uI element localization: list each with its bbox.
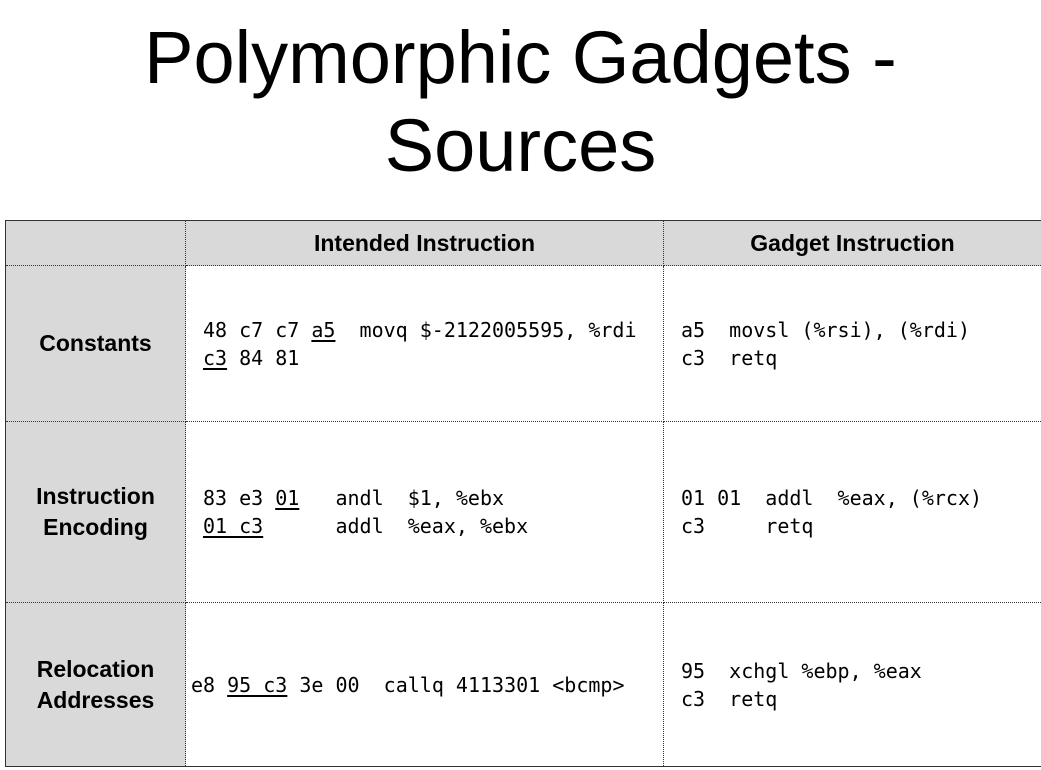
gadget-instruction-cell [664,266,1041,422]
row-label-line: Relocation [36,655,155,682]
intended-instruction-cell [186,266,664,422]
gadget-instruction-cell [664,422,1041,603]
row-label-line: Encoding [43,514,148,540]
intended-instruction-cell [186,603,664,767]
code-line: 95 xchgl %ebp, %eax [681,658,922,683]
row-label-line: Instruction [36,483,155,509]
table-row [6,266,1041,422]
gadget-instruction-cell [664,603,1041,767]
highlighted-bytes: a5 [311,317,336,342]
table-row [6,603,1041,767]
highlighted-bytes: 01 c3 [203,514,264,538]
slide-title-line-2: Sources [384,104,657,187]
header-gadget-instruction: Gadget Instruction [664,221,1041,266]
code-line [186,316,663,344]
code-asm: movq $-2122005595, %rdi [335,317,637,342]
code-line [186,344,663,372]
code-asm: addl %eax, %ebx [263,514,529,538]
code-line [186,512,663,540]
code-bytes: 84 81 [227,345,300,370]
code-line: c3 retq [681,514,814,538]
row-label-line: Addresses [36,686,155,713]
row-label-relocation-addresses [6,603,186,767]
highlighted-bytes: 01 [275,486,300,510]
table-row [6,422,1041,603]
slide-title [0,14,1041,190]
slide-title-line-1: Polymorphic Gadgets - [144,16,897,99]
code-bytes: 83 e3 [203,486,276,510]
code-bytes: 48 c7 c7 [203,317,312,342]
header-intended-instruction: Intended Instruction [186,221,664,266]
code-asm: andl $1, %ebx [299,486,505,510]
header-corner [6,221,186,266]
code-line: a5 movsl (%rsi), (%rdi) [681,317,970,342]
highlighted-bytes: c3 [203,345,228,370]
row-label-line: Constants [39,330,152,356]
code-line: c3 retq [681,345,778,370]
code-line [186,484,663,512]
row-label-constants [6,266,186,422]
table-header-row [6,221,1041,266]
code-asm: 3e 00 callq 4113301 <bcmp> [287,672,625,697]
code-line: 01 01 addl %eax, (%rcx) [681,486,983,510]
intended-instruction-cell [186,422,664,603]
code-line: c3 retq [681,686,778,711]
code-line [186,671,663,699]
code-bytes: e8 [191,672,228,697]
comparison-table [5,220,1041,767]
highlighted-bytes: 95 c3 [227,672,288,697]
row-label-instruction-encoding [6,422,186,603]
